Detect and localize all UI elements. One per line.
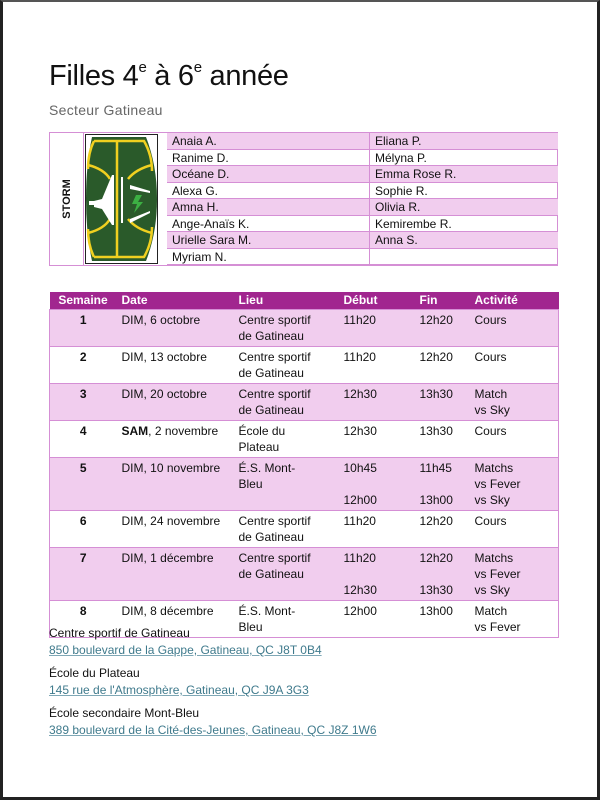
schedule-row xyxy=(50,420,559,457)
place-line: É.S. Mont- xyxy=(238,603,296,618)
activity-line: vs Fever xyxy=(474,566,521,581)
start-time: 11h20 xyxy=(343,550,376,565)
place-line: Plateau xyxy=(238,439,280,454)
end-time: 13h30 xyxy=(419,582,453,597)
roster-player-name: Ranime D. xyxy=(167,150,370,167)
activity-line: vs Sky xyxy=(474,582,510,597)
address-block xyxy=(49,666,549,699)
start-time: 12h30 xyxy=(343,423,377,438)
end-time: 13h30 xyxy=(419,386,453,401)
end-time-cell xyxy=(406,547,470,600)
date-cell xyxy=(117,510,234,547)
end-time: 12h20 xyxy=(419,550,453,565)
title-superscript: e xyxy=(138,59,147,77)
roster-column-2 xyxy=(370,133,558,265)
start-time-cell xyxy=(336,510,406,547)
venue-name: École secondaire Mont-Bleu xyxy=(49,706,200,720)
day-of-week: DIM xyxy=(121,550,144,565)
start-time: 12h00 xyxy=(343,492,377,507)
header-week: Semaine xyxy=(50,292,117,309)
start-time: 10h45 xyxy=(343,460,377,475)
end-time-cell xyxy=(406,383,470,420)
title-text: à 6 xyxy=(146,60,194,92)
spacer xyxy=(420,476,470,492)
spacer xyxy=(420,566,470,582)
spacer xyxy=(344,476,406,492)
place-line: Centre sportif xyxy=(238,550,311,565)
title-text: année xyxy=(201,60,289,92)
start-time: 11h20 xyxy=(343,312,376,327)
activity-line: vs Fever xyxy=(474,476,521,491)
roster-player-name: Emma Rose R. xyxy=(370,166,558,183)
team-name-cell xyxy=(50,133,84,265)
date-text: , 10 novembre xyxy=(143,460,221,475)
place-cell xyxy=(234,547,336,600)
schedule-row xyxy=(50,346,559,383)
day-of-week: DIM xyxy=(121,312,144,327)
end-time: 11h45 xyxy=(419,460,452,475)
place-line: Bleu xyxy=(238,619,263,634)
week-number: 7 xyxy=(50,547,117,600)
week-number: 4 xyxy=(50,420,117,457)
title-superscript: e xyxy=(193,59,202,77)
end-time: 12h20 xyxy=(419,312,453,327)
end-time: 12h20 xyxy=(419,349,453,364)
place-line: de Gatineau xyxy=(238,328,304,343)
end-time-cell xyxy=(406,346,470,383)
page-subtitle: Secteur Gatineau xyxy=(49,102,163,118)
place-line: É.S. Mont- xyxy=(238,460,296,475)
activity-line: Cours xyxy=(474,312,507,327)
day-of-week: DIM xyxy=(121,603,144,618)
roster-player-name: Océane D. xyxy=(167,166,370,183)
place-line: École du xyxy=(238,423,286,438)
activity-cell xyxy=(470,457,559,510)
place-line: de Gatineau xyxy=(238,529,304,544)
week-number: 3 xyxy=(50,383,117,420)
end-time: 13h00 xyxy=(419,603,453,618)
roster-player-name: Myriam N. xyxy=(167,249,370,266)
date-text: , 24 novembre xyxy=(143,513,221,528)
activity-cell xyxy=(470,383,559,420)
roster-player-name xyxy=(370,249,558,266)
storm-logo-icon xyxy=(85,134,158,264)
activity-cell xyxy=(470,510,559,547)
day-of-week: DIM xyxy=(121,349,144,364)
date-text: , 2 novembre xyxy=(148,423,219,438)
address-block xyxy=(49,626,549,659)
roster-player-name: Sophie R. xyxy=(370,183,558,200)
date-cell xyxy=(117,309,234,346)
activity-line: Cours xyxy=(474,349,507,364)
activity-cell xyxy=(470,420,559,457)
end-time-cell xyxy=(406,309,470,346)
end-time-cell xyxy=(406,457,470,510)
schedule-header-row xyxy=(50,292,559,309)
schedule-row xyxy=(50,510,559,547)
end-time: 13h00 xyxy=(419,492,453,507)
header-activity: Activité xyxy=(470,292,559,309)
roster-player-name: Olivia R. xyxy=(370,199,558,216)
activity-line: Cours xyxy=(474,423,507,438)
end-time-cell xyxy=(406,420,470,457)
start-time: 11h20 xyxy=(343,349,376,364)
end-time: 13h30 xyxy=(419,423,453,438)
venue-name: École du Plateau xyxy=(49,666,140,680)
roster-player-name: Urielle Sara M. xyxy=(167,232,370,249)
place-line: Centre sportif xyxy=(238,349,311,364)
schedule-row xyxy=(50,457,559,510)
start-time: 12h30 xyxy=(343,386,377,401)
place-line: Bleu xyxy=(238,476,263,491)
week-number: 6 xyxy=(50,510,117,547)
activity-cell xyxy=(470,547,559,600)
team-name: STORM xyxy=(61,179,73,219)
date-text: , 8 décembre xyxy=(143,603,214,618)
end-time-cell xyxy=(406,510,470,547)
activity-line: vs Fever xyxy=(474,619,521,634)
place-line: de Gatineau xyxy=(238,365,304,380)
roster-player-name: Amna H. xyxy=(167,199,370,216)
roster-column-1 xyxy=(167,133,370,265)
week-number: 8 xyxy=(50,600,117,637)
addresses-section xyxy=(49,626,549,746)
date-text: , 1 décembre xyxy=(143,550,214,565)
date-cell xyxy=(117,547,234,600)
activity-line: Match xyxy=(474,386,508,401)
day-of-week: DIM xyxy=(121,513,144,528)
address-block xyxy=(49,706,549,739)
place-cell xyxy=(234,510,336,547)
roster-player-name: Alexa G. xyxy=(167,183,370,200)
title-text: Filles 4 xyxy=(49,60,139,92)
date-cell xyxy=(117,383,234,420)
start-time: 12h00 xyxy=(343,603,377,618)
place-cell xyxy=(234,420,336,457)
day-of-week: DIM xyxy=(121,386,144,401)
date-text: , 13 octobre xyxy=(143,349,207,364)
end-time: 12h20 xyxy=(419,513,453,528)
week-number: 5 xyxy=(50,457,117,510)
start-time-cell xyxy=(336,346,406,383)
place-line: Centre sportif xyxy=(238,312,311,327)
date-cell xyxy=(117,346,234,383)
activity-line: Matchs xyxy=(474,550,514,565)
team-roster xyxy=(49,132,558,266)
start-time-cell xyxy=(336,383,406,420)
place-cell xyxy=(234,383,336,420)
schedule-table xyxy=(49,292,559,638)
place-cell xyxy=(234,309,336,346)
venue-address-link[interactable]: 389 boulevard de la Cité-des-Jeunes, Gatineau, QC J8Z 1W6 xyxy=(49,723,377,737)
header-date: Date xyxy=(117,292,234,309)
spacer xyxy=(344,566,406,582)
week-number: 1 xyxy=(50,309,117,346)
activity-cell xyxy=(470,309,559,346)
activity-line: Match xyxy=(474,603,508,618)
start-time: 11h20 xyxy=(343,513,376,528)
place-cell xyxy=(234,346,336,383)
roster-player-name: Anna S. xyxy=(370,232,558,249)
date-text: , 20 octobre xyxy=(143,386,207,401)
activity-line: Matchs xyxy=(474,460,514,475)
place-line: de Gatineau xyxy=(238,566,304,581)
schedule-row xyxy=(50,309,559,346)
roster-player-name: Kemirembe R. xyxy=(370,216,558,233)
date-text: , 6 octobre xyxy=(143,312,201,327)
week-number: 2 xyxy=(50,346,117,383)
place-line: Centre sportif xyxy=(238,386,311,401)
roster-player-name: Ange-Anaïs K. xyxy=(167,216,370,233)
page-title xyxy=(49,60,289,93)
day-of-week: DIM xyxy=(121,460,144,475)
start-time-cell xyxy=(336,309,406,346)
date-cell xyxy=(117,457,234,510)
start-time: 12h30 xyxy=(343,582,377,597)
roster-player-name: Eliana P. xyxy=(370,133,558,150)
start-time-cell xyxy=(336,547,406,600)
place-line: Centre sportif xyxy=(238,513,311,528)
header-start: Début xyxy=(336,292,406,309)
place-cell xyxy=(234,457,336,510)
activity-line: vs Sky xyxy=(474,402,510,417)
schedule-row xyxy=(50,547,559,600)
date-cell xyxy=(117,420,234,457)
header-place: Lieu xyxy=(234,292,336,309)
venue-name: Centre sportif de Gatineau xyxy=(49,626,190,640)
start-time-cell xyxy=(336,420,406,457)
activity-cell xyxy=(470,346,559,383)
activity-line: Cours xyxy=(474,513,507,528)
place-line: de Gatineau xyxy=(238,402,304,417)
start-time-cell xyxy=(336,457,406,510)
day-of-week: SAM xyxy=(121,423,149,438)
header-end: Fin xyxy=(406,292,470,309)
roster-player-name: Mélyna P. xyxy=(370,150,558,167)
storm-logo-graphic xyxy=(86,135,157,263)
schedule-row xyxy=(50,383,559,420)
activity-line: vs Sky xyxy=(474,492,510,507)
roster-player-name: Anaia A. xyxy=(167,133,370,150)
venue-address-link[interactable]: 850 boulevard de la Gappe, Gatineau, QC J8T 0B4 xyxy=(49,643,322,657)
venue-address-link[interactable]: 145 rue de l'Atmosphère, Gatineau, QC J9A 3G3 xyxy=(49,683,309,697)
